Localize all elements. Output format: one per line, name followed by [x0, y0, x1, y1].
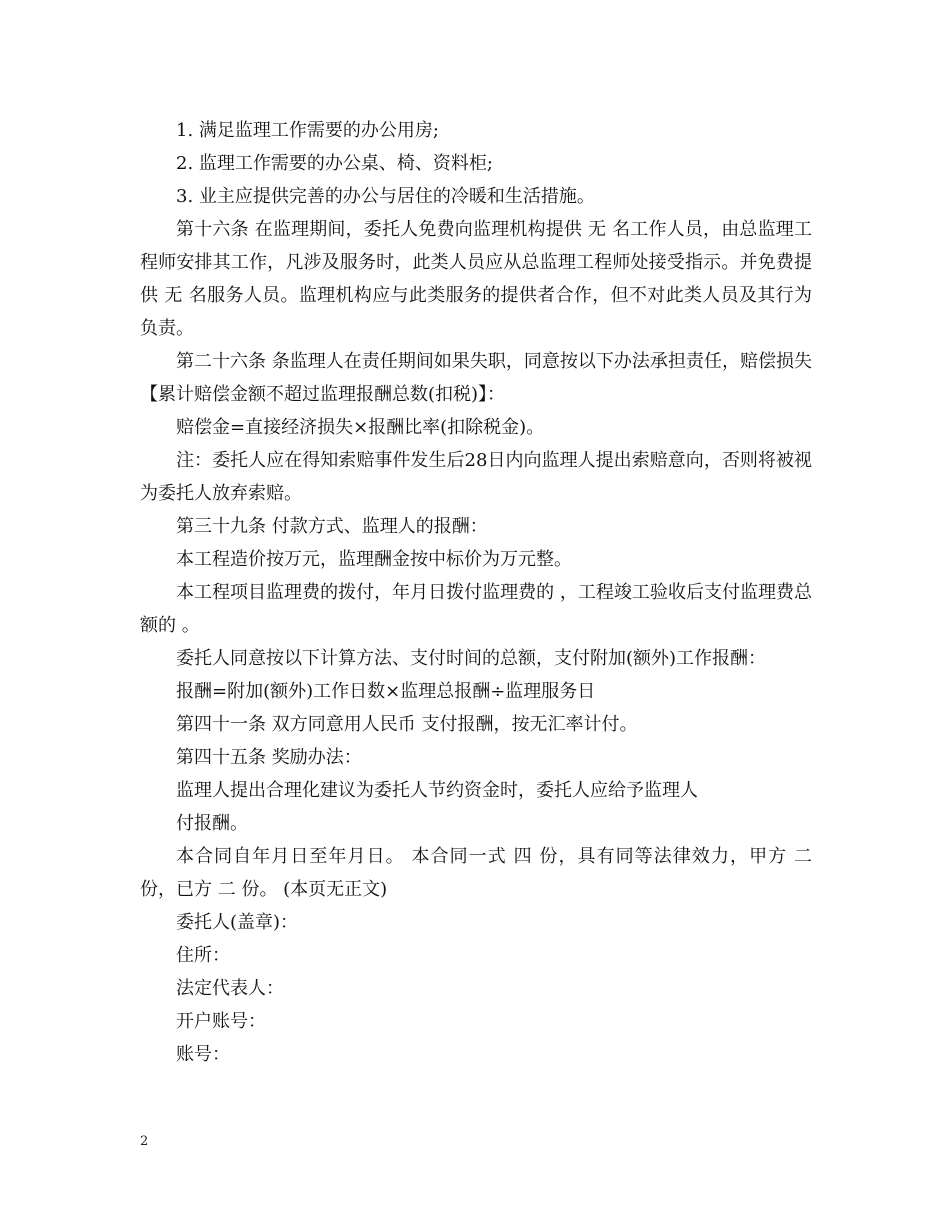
- article-45: 第四十五条 奖励办法：: [176, 747, 362, 768]
- additional-work-payment: 委托人同意按以下计算方法、支付时间的总额，支付附加(额外)工作报酬：: [176, 648, 767, 669]
- signature-legal-representative: 法定代表人：: [176, 978, 284, 999]
- signature-account-number: 账号：: [176, 1044, 230, 1065]
- claim-note: 注：委托人应在得知索赔事件发生后28日内向监理人提出索赔意向，否则将被视为委托人放弃索赔。: [140, 450, 812, 504]
- list-item-office-furniture: 2. 监理工作需要的办公桌、椅、资料柜;: [176, 153, 493, 174]
- article-16: 第十六条 在监理期间，委托人免费向监理机构提供 无 名工作人员，由总监理工程师安排其工作，凡涉及服务时，此类人员应从总监理工程师处接受指示。并免费提供 无 名服务人员。监理机构应与此类服务的提供者合作，但不对此类人员及其行为负责。: [140, 219, 812, 339]
- page-body: [140, 114, 812, 1071]
- article-41: 第四十一条 双方同意用人民币 支付报酬，按无汇率计付。: [176, 714, 638, 735]
- compensation-formula: 赔偿金=直接经济损失×报酬比率(扣除税金)。: [176, 417, 545, 438]
- signature-client-seal: 委托人(盖章)：: [176, 912, 299, 933]
- contract-validity: 本合同自年月日至年月日。 本合同一式 四 份，具有同等法律效力，甲方 二 份，已方 二 份。 (本页无正文): [140, 846, 812, 900]
- article-26: 第二十六条 条监理人在责任期间如果失职，同意按以下办法承担责任，赔偿损失【累计赔偿金额不超过监理报酬总数(扣税)】：: [140, 351, 812, 405]
- article-39: 第三十九条 付款方式、监理人的报酬：: [176, 516, 488, 537]
- signature-address: 住所：: [176, 945, 230, 966]
- reward-method: 监理人提出合理化建议为委托人节约资金时，委托人应给予监理人: [176, 780, 698, 801]
- page-number: 2: [140, 1134, 149, 1149]
- reward-payment: 付报酬。: [176, 813, 248, 834]
- remuneration-formula: 报酬=附加(额外)工作日数×监理总报酬÷监理服务日: [176, 681, 596, 702]
- fee-disbursement: 本工程项目监理费的拨付，年月日拨付监理费的 ，工程竣工验收后支付监理费总额的 。: [140, 582, 812, 636]
- list-item-office-room: 1. 满足监理工作需要的办公用房;: [176, 120, 439, 141]
- project-cost: 本工程造价按万元，监理酬金按中标价为万元整。: [176, 549, 572, 570]
- list-item-living-facilities: 3. 业主应提供完善的办公与居住的冷暖和生活措施。: [176, 186, 595, 207]
- signature-bank-account: 开户账号：: [176, 1011, 266, 1032]
